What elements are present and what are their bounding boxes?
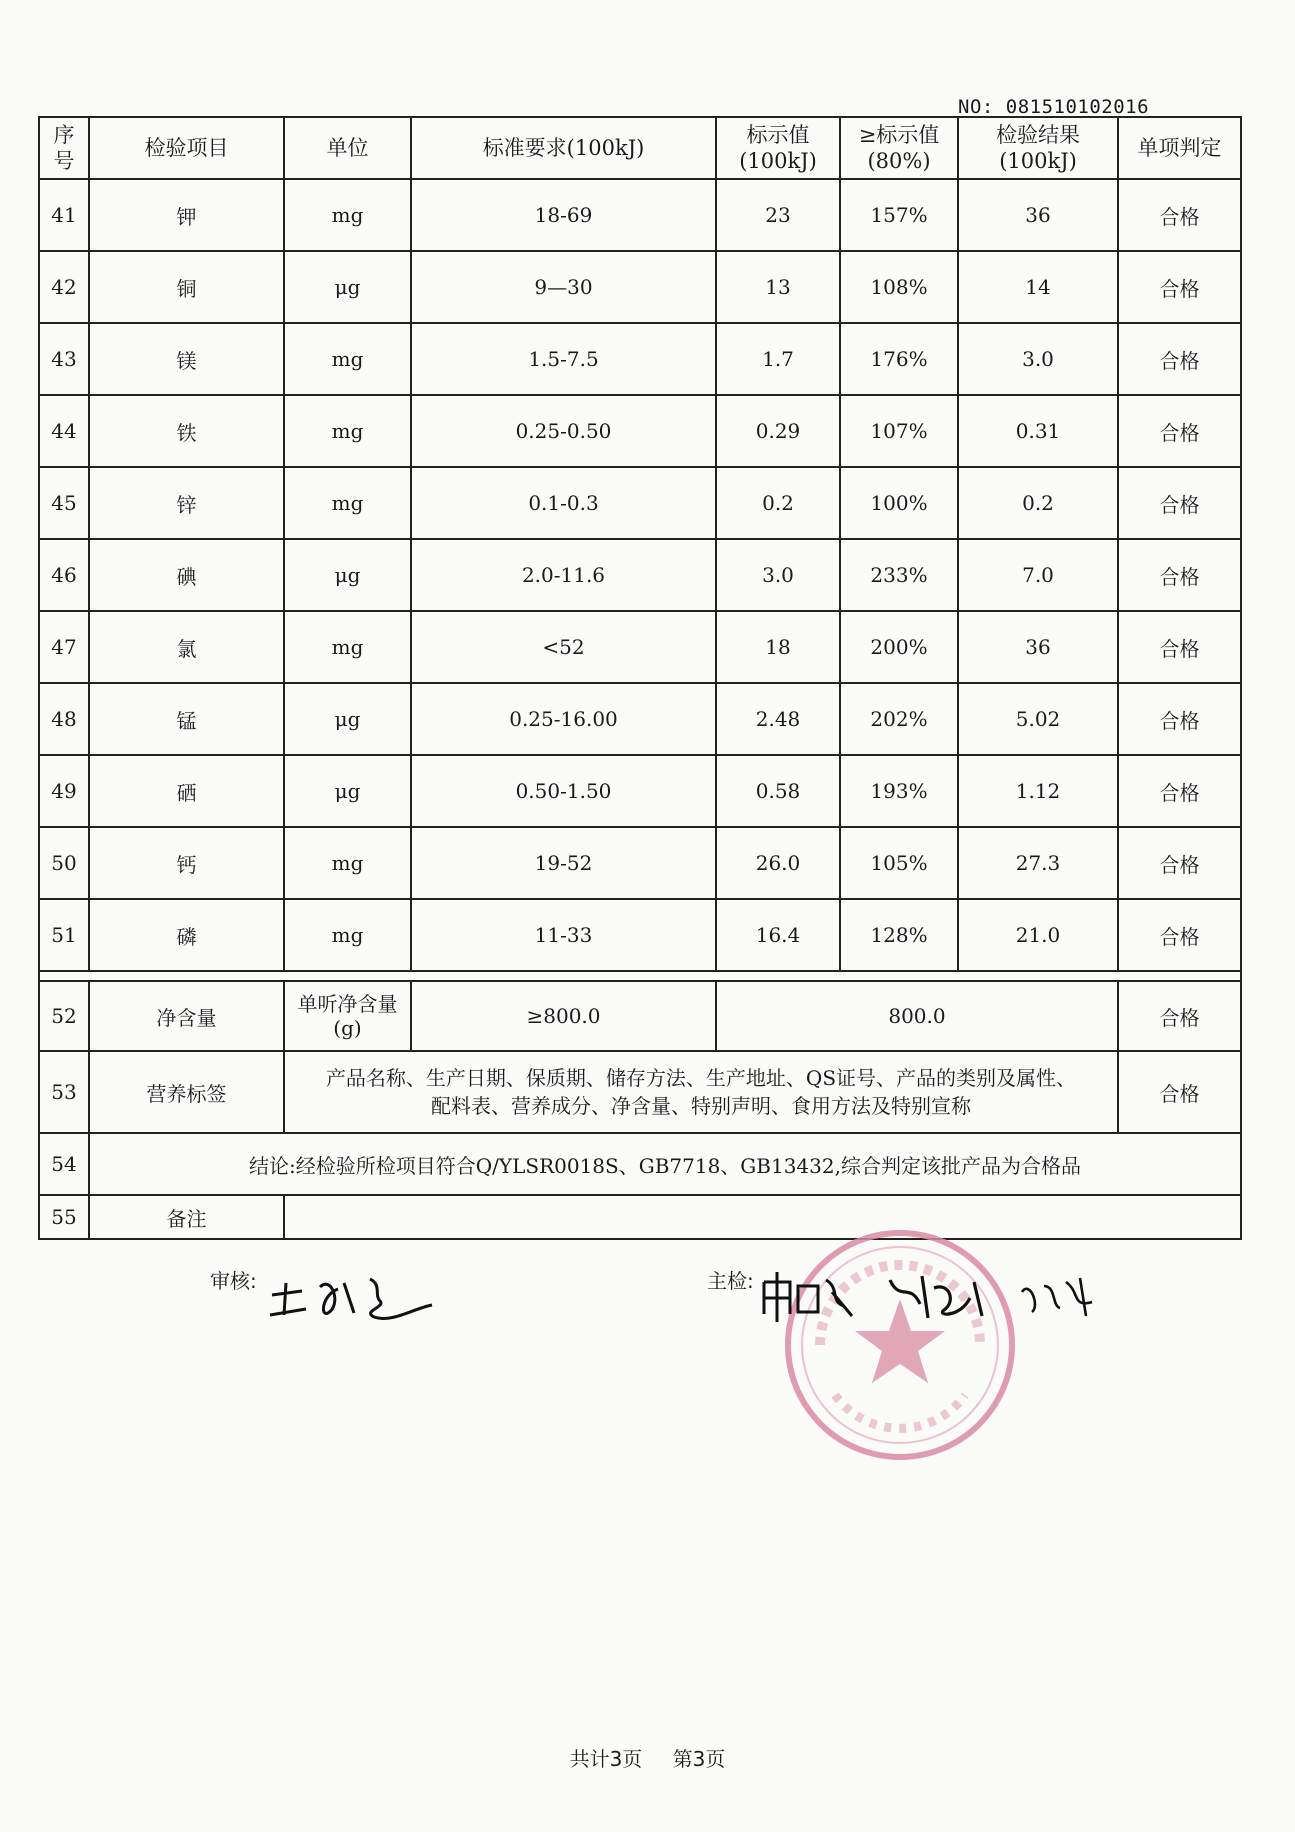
row-standard: ≥800.0 (411, 981, 716, 1051)
table-row (39, 683, 1241, 755)
remarks-content (284, 1195, 1241, 1239)
row-judgement: 合格 (1118, 1051, 1241, 1133)
header-result-l1: 检验结果 (996, 123, 1080, 147)
row-standard: 0.1-0.3 (411, 467, 716, 539)
row-seq: 46 (39, 539, 89, 611)
table-row (39, 467, 1241, 539)
row-percent: 108% (840, 251, 958, 323)
row-judgement: 合格 (1118, 539, 1241, 611)
row-item: 备注 (89, 1195, 284, 1239)
row-standard: 1.5-7.5 (411, 323, 716, 395)
row-judgement: 合格 (1118, 179, 1241, 251)
main-inspector-label: 主检: (707, 1269, 754, 1293)
row-item: 钾 (89, 179, 284, 251)
row-seq: 42 (39, 251, 89, 323)
row-seq: 44 (39, 395, 89, 467)
label-requirements-line-1: 产品名称、生产日期、保质期、储存方法、生产地址、QS证号、产品的类别及属性、 (325, 1066, 1077, 1090)
row-judgement: 合格 (1118, 611, 1241, 683)
row-label-value: 0.58 (716, 755, 840, 827)
row-result: 5.02 (958, 683, 1118, 755)
row-standard: 19-52 (411, 827, 716, 899)
header-result (958, 117, 1118, 179)
row-percent: 202% (840, 683, 958, 755)
row-percent: 157% (840, 179, 958, 251)
remarks-row (39, 1195, 1241, 1239)
table-row (39, 899, 1241, 971)
row-seq: 43 (39, 323, 89, 395)
header-seq: 序号 (39, 117, 89, 179)
row-judgement: 合格 (1118, 899, 1241, 971)
row-judgement: 合格 (1118, 981, 1241, 1051)
row-percent: 193% (840, 755, 958, 827)
review-signature (262, 1265, 442, 1325)
row-unit: μg (284, 251, 411, 323)
row-label-value: 3.0 (716, 539, 840, 611)
table-row (39, 755, 1241, 827)
gap-cell (39, 971, 1241, 981)
row-judgement: 合格 (1118, 755, 1241, 827)
row-unit: mg (284, 611, 411, 683)
table-row (39, 611, 1241, 683)
row-percent: 233% (840, 539, 958, 611)
row-seq: 50 (39, 827, 89, 899)
row-result: 0.2 (958, 467, 1118, 539)
row-standard: 2.0-11.6 (411, 539, 716, 611)
row-result: 800.0 (716, 981, 1118, 1051)
label-requirements (284, 1051, 1118, 1133)
table-row (39, 323, 1241, 395)
table-row (39, 179, 1241, 251)
header-item: 检验项目 (89, 117, 284, 179)
row-standard: 11-33 (411, 899, 716, 971)
row-standard: 0.25-0.50 (411, 395, 716, 467)
row-percent: 176% (840, 323, 958, 395)
row-label-value: 2.48 (716, 683, 840, 755)
row-item: 硒 (89, 755, 284, 827)
row-item: 铁 (89, 395, 284, 467)
row-judgement: 合格 (1118, 683, 1241, 755)
nutrition-label-row (39, 1051, 1241, 1133)
header-unit: 单位 (284, 117, 411, 179)
header-result-l2: (100kJ) (999, 149, 1077, 173)
row-item: 碘 (89, 539, 284, 611)
table-row (39, 395, 1241, 467)
row-seq: 55 (39, 1195, 89, 1239)
row-standard: 0.25-16.00 (411, 683, 716, 755)
row-unit: mg (284, 179, 411, 251)
row-seq: 45 (39, 467, 89, 539)
total-pages: 共计3页 (569, 1747, 643, 1771)
row-unit: μg (284, 683, 411, 755)
label-requirements-line-2: 配料表、营养成分、净含量、特别声明、食用方法及特别宣称 (431, 1094, 971, 1118)
conclusion-row (39, 1133, 1241, 1195)
header-ge-label-l2: (80%) (867, 149, 931, 173)
row-seq: 48 (39, 683, 89, 755)
row-unit: μg (284, 539, 411, 611)
row-label-value: 0.29 (716, 395, 840, 467)
row-result: 14 (958, 251, 1118, 323)
row-unit: mg (284, 827, 411, 899)
header-label-value-l2: (100kJ) (739, 149, 817, 173)
row-item: 氯 (89, 611, 284, 683)
review-label: 审核: (210, 1269, 257, 1293)
row-item: 铜 (89, 251, 284, 323)
row-label-value: 18 (716, 611, 840, 683)
unit-line-1: 单听净含量 (297, 992, 398, 1016)
table-gap-row (39, 971, 1241, 981)
header-judgement: 单项判定 (1118, 117, 1241, 179)
row-seq: 52 (39, 981, 89, 1051)
row-seq: 49 (39, 755, 89, 827)
row-unit: mg (284, 323, 411, 395)
net-content-row (39, 981, 1241, 1051)
row-seq: 51 (39, 899, 89, 971)
row-judgement: 合格 (1118, 827, 1241, 899)
table-row (39, 827, 1241, 899)
row-label-value: 1.7 (716, 323, 840, 395)
row-judgement: 合格 (1118, 323, 1241, 395)
row-unit: mg (284, 395, 411, 467)
row-item: 营养标签 (89, 1051, 284, 1133)
unit-line-2: (g) (333, 1016, 362, 1040)
header-ge-label (840, 117, 958, 179)
row-seq: 54 (39, 1133, 89, 1195)
row-judgement: 合格 (1118, 251, 1241, 323)
row-item: 钙 (89, 827, 284, 899)
inspection-table (38, 116, 1242, 1240)
row-percent: 128% (840, 899, 958, 971)
row-result: 7.0 (958, 539, 1118, 611)
row-result: 21.0 (958, 899, 1118, 971)
current-page: 第3页 (672, 1747, 726, 1771)
row-result: 1.12 (958, 755, 1118, 827)
row-seq: 47 (39, 611, 89, 683)
main-inspector-block (707, 1265, 754, 1294)
header-standard: 标准要求(100kJ) (411, 117, 716, 179)
row-item: 锌 (89, 467, 284, 539)
row-item: 净含量 (89, 981, 284, 1051)
row-standard: 9—30 (411, 251, 716, 323)
document-number: NO: 081510102016 (958, 96, 1150, 118)
page-footer (0, 1743, 1295, 1772)
row-result: 36 (958, 611, 1118, 683)
review-signature-block (210, 1265, 257, 1294)
row-label-value: 23 (716, 179, 840, 251)
header-row (39, 117, 1241, 179)
header-ge-label-l1: ≥标示值 (858, 123, 940, 147)
row-judgement: 合格 (1118, 467, 1241, 539)
row-item: 锰 (89, 683, 284, 755)
inspector-signatures (760, 1262, 1120, 1332)
row-label-value: 0.2 (716, 467, 840, 539)
row-percent: 107% (840, 395, 958, 467)
row-unit: mg (284, 899, 411, 971)
conclusion-text: 结论:经检验所检项目符合Q/YLSR0018S、GB7718、GB13432,综合判定该批产品为合格品 (89, 1133, 1241, 1195)
row-standard: 0.50-1.50 (411, 755, 716, 827)
row-result: 27.3 (958, 827, 1118, 899)
row-unit: mg (284, 467, 411, 539)
row-item: 镁 (89, 323, 284, 395)
header-label-value-l1: 标示值 (746, 123, 810, 147)
header-label-value (716, 117, 840, 179)
row-unit: μg (284, 755, 411, 827)
row-percent: 105% (840, 827, 958, 899)
row-standard: 18-69 (411, 179, 716, 251)
row-judgement: 合格 (1118, 395, 1241, 467)
row-result: 36 (958, 179, 1118, 251)
row-label-value: 13 (716, 251, 840, 323)
row-percent: 100% (840, 467, 958, 539)
row-label-value: 16.4 (716, 899, 840, 971)
official-seal (780, 1225, 1020, 1465)
row-standard: <52 (411, 611, 716, 683)
row-item: 磷 (89, 899, 284, 971)
row-seq: 53 (39, 1051, 89, 1133)
table-row (39, 251, 1241, 323)
table-row (39, 539, 1241, 611)
row-seq: 41 (39, 179, 89, 251)
row-unit (284, 981, 411, 1051)
row-label-value: 26.0 (716, 827, 840, 899)
row-result: 3.0 (958, 323, 1118, 395)
row-percent: 200% (840, 611, 958, 683)
row-result: 0.31 (958, 395, 1118, 467)
